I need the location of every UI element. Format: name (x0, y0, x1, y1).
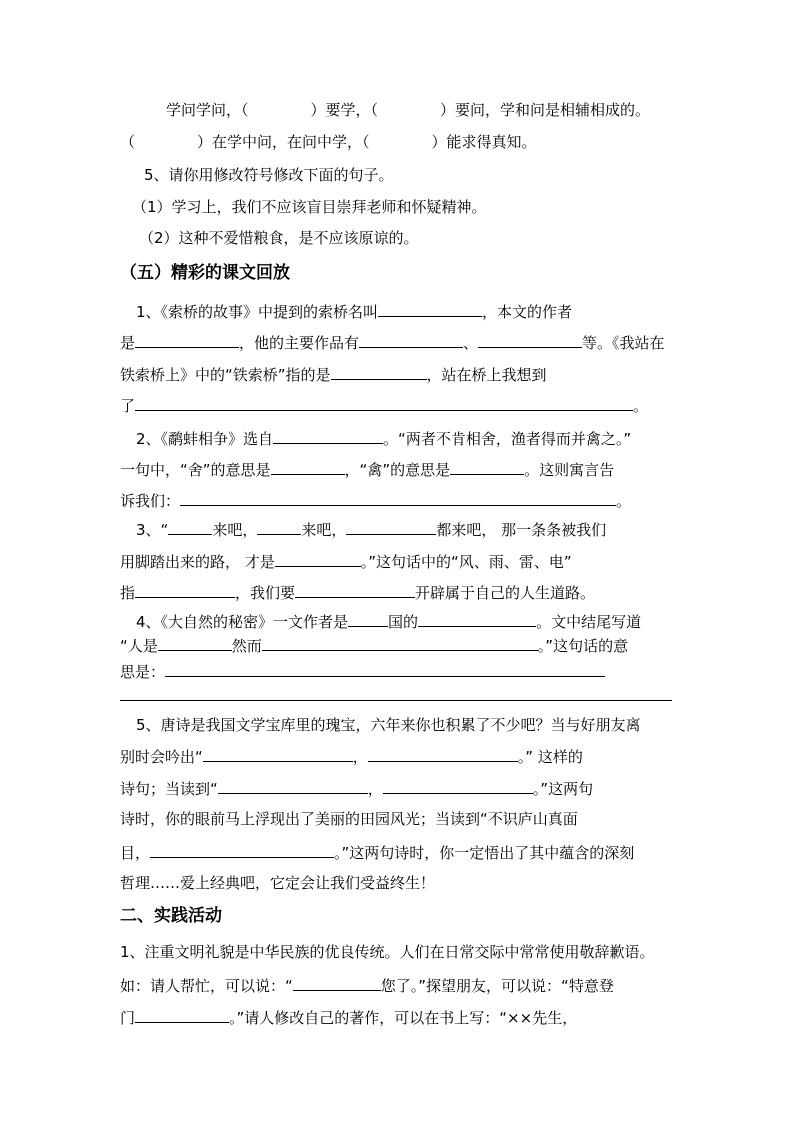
q5-line1: 5、唐诗是我国文学宝库里的瑰宝，六年来你也积累了不少吧？当与好朋友离 (136, 716, 641, 734)
text: 是 (120, 334, 136, 352)
text: ， (367, 780, 383, 798)
p2-q1-line3 (120, 1005, 577, 1029)
text: 国的 (388, 613, 419, 631)
blank[interactable] (331, 362, 427, 380)
text: 门 (120, 1009, 136, 1027)
text: 。”这句话的意 (537, 637, 629, 655)
line-s4-2 (120, 131, 537, 153)
text: 。 (616, 492, 632, 510)
blank[interactable] (165, 659, 605, 677)
q5-line6: 哲理……爱上经典吧，它定会让我们受益终生！ (120, 874, 436, 892)
blank[interactable] (135, 1005, 229, 1023)
blank[interactable] (348, 609, 388, 627)
text: 。这则寓言告 (524, 461, 615, 479)
line-s4-1 (166, 99, 650, 121)
text: ）在学中问，在问中学，（ (197, 133, 370, 151)
text: 一句中，“舍”的意思是 (120, 461, 271, 479)
answer-line[interactable] (120, 700, 672, 701)
text: 别时会吟出“ (120, 748, 203, 766)
blank[interactable] (168, 517, 212, 535)
text: 。”请人修改自己的著作，可以在书上写：“××先生， (229, 1009, 578, 1027)
blank[interactable] (257, 517, 301, 535)
text: 来吧， (212, 521, 258, 539)
blank[interactable] (135, 330, 239, 348)
text: “人是 (120, 637, 158, 655)
text: ）要问，学和问是相辅相成的。 (440, 101, 651, 119)
blank[interactable] (158, 633, 232, 651)
text: 了 (120, 397, 136, 415)
q5-line3 (120, 776, 593, 800)
text: 铁索桥上》中的“铁索桥”指的是 (120, 366, 331, 384)
blank[interactable] (262, 633, 538, 651)
blank[interactable] (293, 973, 381, 991)
blank[interactable] (359, 330, 463, 348)
text: 4、《大自然的秘密》一文作者是 (136, 613, 349, 631)
text: 。”这两句诗时，你一定悟出了其中蕴含的深刻 (334, 844, 635, 862)
text: ，站在桥上我想到 (426, 366, 547, 384)
section-heading-5: （五）精彩的课文回放 (120, 263, 290, 283)
blank[interactable] (346, 517, 436, 535)
text: 等。《我站在 (582, 334, 665, 352)
q5-line5 (120, 840, 634, 864)
blank[interactable] (273, 426, 383, 444)
blank[interactable] (275, 549, 361, 567)
q1-line3 (120, 362, 547, 386)
q5-line4: 诗时，你的眼前马上浮现出了美丽的田园风光；当读到“不识庐山真面 (120, 810, 578, 828)
blank[interactable] (378, 299, 482, 317)
text: 来吧， (301, 521, 347, 539)
text: ，本文的作者 (482, 303, 573, 321)
q2-line3 (120, 488, 631, 512)
text: 诉我们： (120, 492, 181, 510)
text: 。 (633, 397, 649, 415)
q3-line2 (120, 549, 572, 573)
text: 2、《鹬蚌相争》选自 (136, 430, 274, 448)
text: 用脚踏出来的路， 才是 (120, 553, 275, 571)
text: 。”这两句 (532, 780, 594, 798)
text: （ (120, 133, 136, 151)
q1-line4 (120, 393, 648, 417)
q3-line1 (136, 517, 606, 541)
p2-q1-line2 (120, 973, 614, 997)
q5-line2 (120, 744, 583, 768)
q4-line3 (120, 659, 605, 683)
blank[interactable] (180, 488, 616, 506)
text: 开辟属于自己的人生道路。 (415, 584, 596, 602)
q2-line1 (136, 426, 631, 450)
text: 1、《索桥的故事》中提到的索桥名叫 (136, 303, 379, 321)
blank[interactable] (135, 393, 633, 411)
text: 诗句；当读到“ (120, 780, 218, 798)
question-5-title: 5、请你用修改符号修改下面的句子。 (144, 166, 394, 184)
text: 指 (120, 584, 136, 602)
text: 都来吧， 那一条条被我们 (436, 521, 607, 539)
blank[interactable] (135, 580, 235, 598)
text: 。” 这样的 (517, 748, 583, 766)
text: 目， (120, 844, 151, 862)
text: 。“两者不肯相舍，渔者得而并禽之。” (383, 430, 632, 448)
text: 您了。”探望朋友，可以说：“特意登 (380, 977, 614, 995)
q1-line1 (136, 299, 572, 323)
text: 思是： (120, 663, 166, 681)
q1-line2 (120, 330, 665, 354)
text: ）能求得真知。 (431, 133, 537, 151)
q4-line2 (120, 633, 628, 657)
text: 然而 (231, 637, 262, 655)
blank[interactable] (478, 330, 582, 348)
part2-heading: 二、实践活动 (120, 906, 222, 926)
sentence-2: （2）这种不爱惜粮食，是不应该原谅的。 (139, 229, 419, 247)
sentence-1: （1）学习上，我们不应该盲目崇拜老师和怀疑精神。 (132, 198, 487, 216)
blank[interactable] (295, 580, 415, 598)
text: 学问学问，（ (166, 101, 249, 119)
text: ， (352, 748, 368, 766)
text: ）要学，（ (310, 101, 379, 119)
blank[interactable] (450, 457, 524, 475)
text: 、 (463, 334, 479, 352)
blank[interactable] (368, 744, 518, 762)
text: ，他的主要作品有 (239, 334, 360, 352)
blank[interactable] (150, 840, 334, 858)
blank[interactable] (383, 776, 533, 794)
blank[interactable] (271, 457, 345, 475)
text: ，我们要 (235, 584, 296, 602)
blank[interactable] (218, 776, 368, 794)
text: 3、“ (136, 521, 169, 539)
blank[interactable] (418, 609, 536, 627)
text: 。文中结尾写道 (536, 613, 642, 631)
text: ，“禽”的意思是 (344, 461, 451, 479)
q2-line2 (120, 457, 614, 481)
p2-q1-line1: 1、注重文明礼貌是中华民族的优良传统。人们在日常交际中常常使用敬辞歉语。 (120, 943, 655, 961)
q3-line3 (120, 580, 595, 604)
text: 如：请人帮忙，可以说：“ (120, 977, 293, 995)
text: 。”这句话中的“风、雨、雷、电” (360, 553, 572, 571)
q4-line1 (136, 609, 641, 633)
blank[interactable] (203, 744, 353, 762)
